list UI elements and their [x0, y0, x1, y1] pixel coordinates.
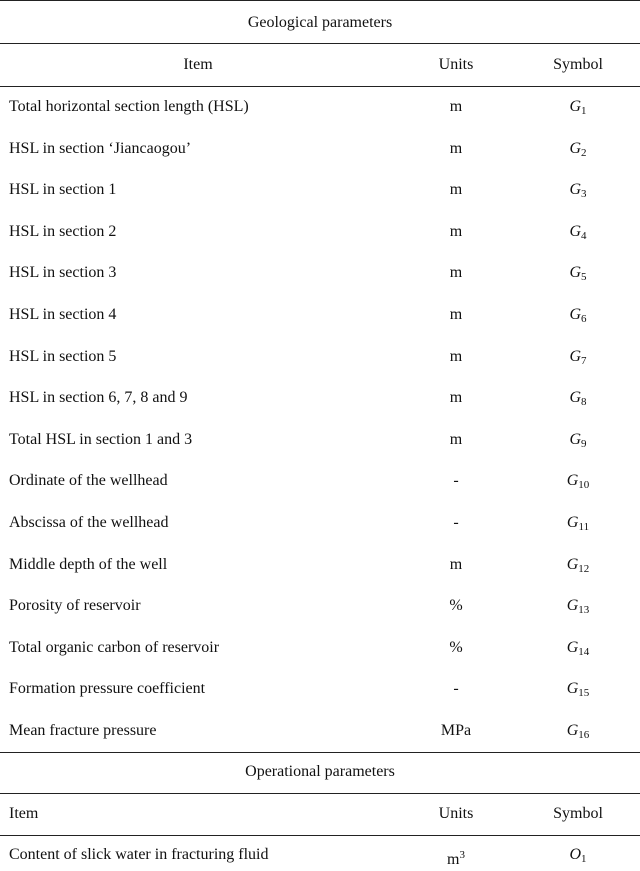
top-rule [0, 0, 640, 1]
table-row [0, 221, 640, 243]
geological-header-rule [0, 86, 640, 87]
row-item: Content of slick water in fracturing fluid [9, 846, 269, 863]
operational-top-rule [0, 752, 640, 753]
row-symbol-letter: G [569, 389, 582, 406]
row-units: - [453, 680, 459, 697]
row-item: Formation pressure coefficient [9, 680, 206, 697]
row-symbol-sub: 9 [581, 438, 587, 450]
row-symbol [538, 720, 618, 746]
row-symbol-sub: 14 [578, 646, 590, 658]
table-row [0, 179, 640, 201]
row-item: Abscissa of the wellhead [9, 514, 169, 531]
row-units: m [449, 389, 463, 406]
row-item: HSL in section 4 [9, 306, 117, 323]
table-row [0, 138, 640, 160]
row-symbol-letter: G [566, 722, 579, 739]
row-symbol [538, 595, 618, 621]
row-symbol-letter: G [569, 264, 582, 281]
geological-header-symbol: Symbol [553, 56, 603, 73]
row-symbol [538, 179, 618, 205]
row-item: HSL in section 1 [9, 181, 117, 198]
table-row [0, 262, 640, 284]
row-symbol [538, 387, 618, 413]
row-item: Ordinate of the wellhead [9, 472, 168, 489]
operational-header-symbol: Symbol [553, 805, 603, 822]
row-symbol-sub: 7 [581, 355, 587, 367]
row-symbol-letter: G [566, 514, 579, 531]
operational-header-units: Units [438, 805, 474, 822]
table-row [0, 595, 640, 617]
row-symbol-letter: G [566, 680, 579, 697]
row-units: % [449, 639, 463, 656]
row-symbol [538, 637, 618, 663]
row-symbol-letter: G [569, 348, 582, 365]
row-symbol-letter: G [569, 98, 582, 115]
row-symbol-sub: 4 [581, 230, 587, 242]
row-symbol-sub: 5 [581, 271, 587, 283]
row-symbol-sub: 1 [581, 105, 587, 117]
row-symbol-sub: 10 [578, 479, 590, 491]
table-row [0, 387, 640, 409]
row-symbol-sub: 6 [581, 313, 587, 325]
row-units: m [449, 431, 463, 448]
table-row [0, 844, 640, 866]
table-row [0, 637, 640, 659]
table-row [0, 720, 640, 742]
row-symbol [538, 470, 618, 496]
operational-header-rule [0, 835, 640, 836]
row-symbol [538, 554, 618, 580]
row-item: Mean fracture pressure [9, 722, 157, 739]
row-symbol-sub: 3 [581, 188, 587, 200]
geological-header-units: Units [438, 56, 474, 73]
operational-header-item: Item [9, 805, 39, 822]
row-units-base: m [447, 851, 460, 868]
row-symbol-letter: G [566, 556, 579, 573]
row-symbol-letter: G [566, 639, 579, 656]
table-row [0, 678, 640, 700]
row-units: m [449, 181, 463, 198]
row-units: - [453, 514, 459, 531]
row-symbol [538, 678, 618, 704]
row-symbol [538, 304, 618, 330]
row-symbol-sub: 12 [578, 563, 590, 575]
row-symbol-letter: G [566, 597, 579, 614]
row-symbol-letter: G [569, 223, 582, 240]
row-symbol-letter: G [569, 431, 582, 448]
operational-header-row [0, 803, 640, 825]
table-row [0, 304, 640, 326]
table-row [0, 470, 640, 492]
row-units: m [449, 140, 463, 157]
geological-section-title: Geological parameters [247, 14, 393, 31]
table-row [0, 554, 640, 576]
row-units: m [449, 306, 463, 323]
row-units: m [449, 264, 463, 281]
row-symbol [538, 346, 618, 372]
row-item: Total horizontal section length (HSL) [9, 98, 249, 115]
operational-section-title: Operational parameters [245, 763, 395, 780]
row-units: - [453, 472, 459, 489]
row-units: m [449, 556, 463, 573]
row-symbol-sub: 1 [581, 853, 587, 865]
geological-header-row [0, 54, 640, 76]
row-units: m [449, 223, 463, 240]
row-item: Total HSL in section 1 and 3 [9, 431, 193, 448]
row-symbol [538, 221, 618, 247]
row-symbol-sub: 13 [578, 604, 590, 616]
row-item: HSL in section 2 [9, 223, 117, 240]
row-symbol [538, 512, 618, 538]
row-symbol-sub: 8 [581, 396, 587, 408]
row-units: MPa [440, 722, 472, 739]
row-item: Total organic carbon of reservoir [9, 639, 220, 656]
row-units-sup: 3 [459, 849, 465, 861]
table-row [0, 512, 640, 534]
row-item: HSL in section 3 [9, 264, 117, 281]
row-units: m [449, 348, 463, 365]
row-units: m [449, 98, 463, 115]
operational-title-rule [0, 793, 640, 794]
table-row [0, 96, 640, 118]
row-units [416, 844, 496, 871]
row-item: Porosity of reservoir [9, 597, 141, 614]
row-symbol-letter: G [566, 472, 579, 489]
row-symbol [538, 262, 618, 288]
row-symbol [538, 429, 618, 455]
row-symbol [538, 96, 618, 122]
row-item: HSL in section 6, 7, 8 and 9 [9, 389, 188, 406]
row-units: % [449, 597, 463, 614]
geological-header-item: Item [183, 56, 213, 73]
row-item: Middle depth of the well [9, 556, 168, 573]
row-symbol-sub: 16 [578, 729, 590, 741]
row-symbol-sub: 15 [578, 687, 590, 699]
row-symbol [538, 844, 618, 870]
row-symbol-letter: O [569, 846, 582, 863]
row-symbol-sub: 11 [578, 521, 590, 533]
row-item: HSL in section ‘Jiancaogou’ [9, 140, 192, 157]
row-symbol-sub: 2 [581, 147, 587, 159]
row-item: HSL in section 5 [9, 348, 117, 365]
row-symbol-letter: G [569, 140, 582, 157]
row-symbol-letter: G [569, 306, 582, 323]
table-row [0, 346, 640, 368]
row-symbol-letter: G [569, 181, 582, 198]
row-symbol [538, 138, 618, 164]
geological-title-rule [0, 43, 640, 44]
table-row [0, 429, 640, 451]
